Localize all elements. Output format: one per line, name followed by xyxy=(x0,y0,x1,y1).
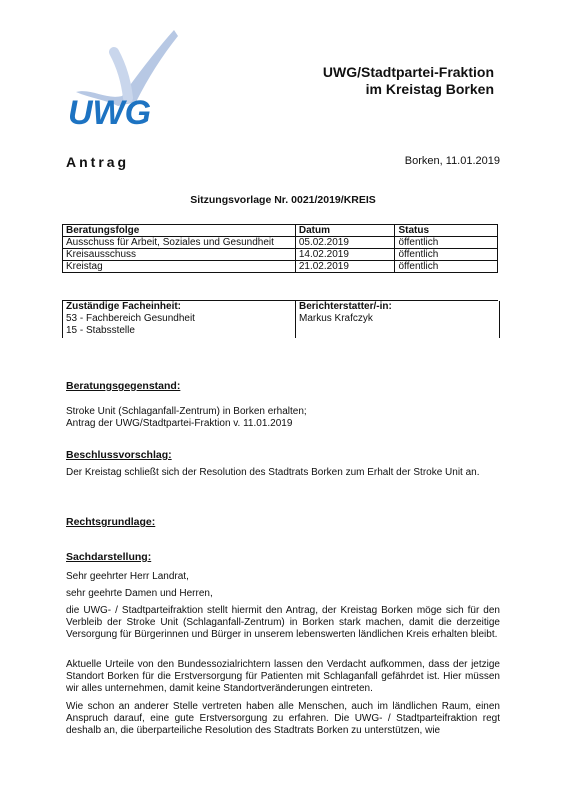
table-cell: 05.02.2019 xyxy=(295,237,395,249)
zustaendig-line: 15 - Stabsstelle xyxy=(66,325,135,336)
salutation: Sehr geehrter Herr Landrat, xyxy=(66,571,189,582)
table-row xyxy=(63,237,498,249)
table-row xyxy=(63,249,498,261)
table-cell: 21.02.2019 xyxy=(295,261,395,273)
table-cell: Ausschuss für Arbeit, Soziales und Gesundheit xyxy=(63,237,296,249)
gegenstand-heading: Beratungsgegenstand: xyxy=(66,380,181,392)
vorlage-title: Sitzungsvorlage Nr. 0021/2019/KREIS xyxy=(190,194,376,206)
uwg-logo xyxy=(66,30,178,126)
zustaendig-line: 53 - Fachbereich Gesundheit xyxy=(66,313,195,324)
paragraph: Aktuelle Urteile von den Bundessozialrichtern lassen den Verdacht aufkommen, dass der jetzige Standort Borken für die Erstversorgung für Patienten mit Schlaganfall gefährdet ist. Hier müssen wir alles unternehmen, damit keine Standortveränderungen eintreten. xyxy=(66,659,500,694)
organization-name xyxy=(323,64,494,98)
table-cell: öffentlich xyxy=(395,249,498,261)
berichterstatter-header: Berichterstatter/-in: xyxy=(299,301,392,312)
org-line-2: im Kreistag Borken xyxy=(365,81,494,97)
berichterstatter-name: Markus Krafczyk xyxy=(299,313,373,324)
table-header: Datum xyxy=(295,225,395,237)
gegenstand-line: Stroke Unit (Schlaganfall-Zentrum) in Borken erhalten; xyxy=(66,406,307,417)
table-header-row xyxy=(63,225,498,237)
gegenstand-line: Antrag der UWG/Stadtpartei-Fraktion v. 11.01.2019 xyxy=(66,418,293,429)
beratung-table xyxy=(62,224,498,273)
paragraph: die UWG- / Stadtparteifraktion stellt hiermit den Antrag, der Kreistag Borken möge sich für den Verbleib der Stroke Unit (Schlaganfall-Zentrum) in Borken stark machen, damit die derzeitige Versorgung für Bürgerinnen und Bürger in unserem lebenswerten ländlichen Kreis erhalten bleibt. xyxy=(66,605,500,640)
table-cell: öffentlich xyxy=(395,261,498,273)
zustaendig-header: Zuständige Facheinheit: xyxy=(66,301,182,312)
place-date: Borken, 11.01.2019 xyxy=(404,155,500,167)
zustaendig-column xyxy=(62,301,299,338)
salutation: sehr geehrte Damen und Herren, xyxy=(66,588,213,599)
table-cell: öffentlich xyxy=(395,237,498,249)
paragraph: Wie schon an anderer Stelle vertreten haben alle Menschen, auch im ländlichen Raum, einen Anspruch darauf, eine gute Erstversorgung zu erfahren. Die UWG- / Stadtparteifraktion regt deshalb an, die überparteiliche Resolution des Stadtrats Borken zu unterstützen, wie xyxy=(66,701,500,736)
table-row xyxy=(63,261,498,273)
table-header: Beratungsfolge xyxy=(63,225,296,237)
berichterstatter-column xyxy=(295,301,500,338)
document-type-title: Antrag xyxy=(66,154,130,170)
sach-heading: Sachdarstellung: xyxy=(66,551,152,563)
rechts-heading: Rechtsgrundlage: xyxy=(66,516,156,528)
table-cell: Kreistag xyxy=(63,261,296,273)
beschluss-text: Der Kreistag schließt sich der Resolution des Stadtrats Borken zum Erhalt der Stroke Unit an. xyxy=(66,467,480,478)
table-cell: 14.02.2019 xyxy=(295,249,395,261)
table-header: Status xyxy=(395,225,498,237)
responsibility-box xyxy=(62,300,498,338)
beschluss-heading: Beschlussvorschlag: xyxy=(66,449,172,461)
org-line-1: UWG/Stadtpartei-Fraktion xyxy=(322,64,494,80)
logo-text: UWG xyxy=(68,94,152,126)
table-cell: Kreisausschuss xyxy=(63,249,296,261)
